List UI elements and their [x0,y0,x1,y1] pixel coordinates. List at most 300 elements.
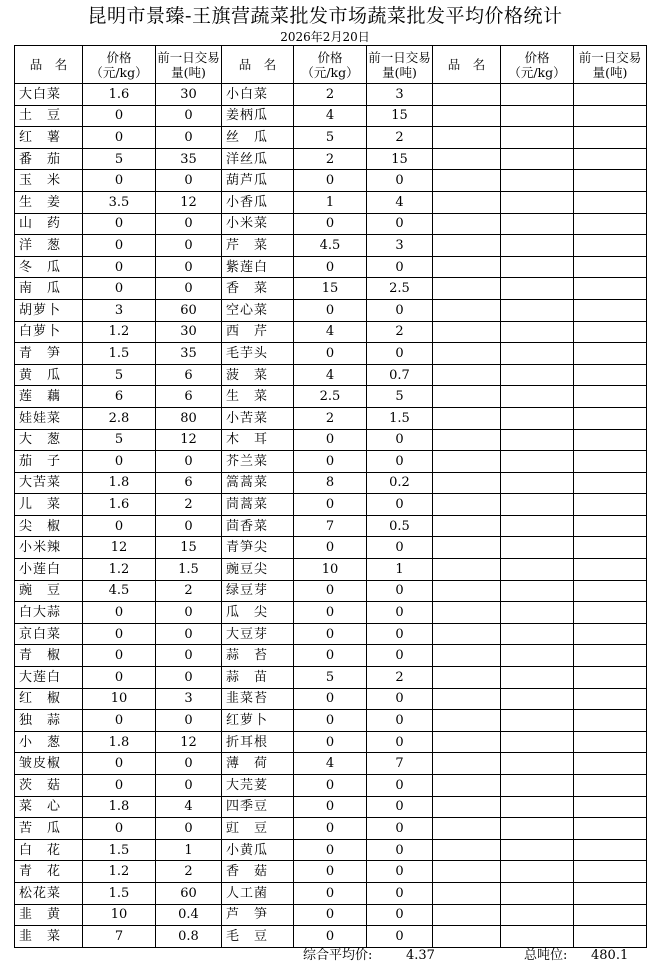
empty-cell [574,386,647,408]
empty-cell [574,364,647,386]
volume-cell: 80 [156,407,222,429]
volume-cell: 0 [367,213,433,235]
veg-name-cell: 豇 豆 [222,818,294,840]
empty-cell [574,537,647,559]
empty-cell [433,148,501,170]
veg-name-cell: 小香瓜 [222,191,294,213]
price-cell: 0 [83,710,156,732]
volume-cell: 0 [367,170,433,192]
veg-name-cell: 娃娃菜 [15,407,83,429]
veg-name-cell: 菠 菜 [222,364,294,386]
volume-cell: 60 [156,299,222,321]
price-cell: 0 [294,710,367,732]
volume-cell: 12 [156,191,222,213]
veg-name-cell: 生 菜 [222,386,294,408]
empty-cell [501,451,574,473]
veg-name-cell: 木 耳 [222,429,294,451]
empty-cell [501,148,574,170]
volume-cell: 0 [156,645,222,667]
volume-cell: 0 [156,278,222,300]
volume-cell: 0.5 [367,515,433,537]
price-cell: 4 [294,321,367,343]
price-cell: 0 [294,775,367,797]
empty-cell [501,667,574,689]
price-cell: 5 [83,148,156,170]
volume-cell: 0.2 [367,472,433,494]
volume-cell: 6 [156,364,222,386]
table-row [15,105,647,127]
volume-cell: 0 [156,818,222,840]
price-cell: 5 [83,429,156,451]
table-row [15,515,647,537]
veg-name-cell: 红 薯 [15,127,83,149]
veg-name-cell: 小白菜 [222,84,294,106]
veg-name-cell: 玉 米 [15,170,83,192]
empty-cell [574,667,647,689]
empty-cell [501,602,574,624]
price-cell: 3 [83,299,156,321]
volume-cell: 0 [367,299,433,321]
empty-cell [433,710,501,732]
veg-name-cell: 西 芹 [222,321,294,343]
empty-cell [433,191,501,213]
veg-name-cell: 青笋尖 [222,537,294,559]
price-cell: 1.8 [83,472,156,494]
price-cell: 0 [294,904,367,926]
veg-name-cell: 香 菜 [222,278,294,300]
empty-cell [574,515,647,537]
veg-name-cell: 莲 藕 [15,386,83,408]
empty-cell [501,494,574,516]
empty-cell [433,407,501,429]
empty-cell [574,343,647,365]
volume-cell: 12 [156,429,222,451]
veg-name-cell: 紫莲白 [222,256,294,278]
empty-cell [433,667,501,689]
empty-cell [574,753,647,775]
veg-name-cell: 白大蒜 [15,602,83,624]
empty-cell [574,926,647,948]
empty-cell [574,645,647,667]
volume-cell: 30 [156,84,222,106]
empty-cell [501,688,574,710]
empty-cell [501,278,574,300]
price-cell: 1.6 [83,494,156,516]
total-tonnage-value: 480.1 [591,948,629,963]
table-row [15,278,647,300]
veg-name-cell: 生 姜 [15,191,83,213]
price-cell: 0 [294,213,367,235]
table-row [15,818,647,840]
price-cell: 0 [83,127,156,149]
empty-cell [433,731,501,753]
empty-cell [501,170,574,192]
empty-cell [501,710,574,732]
volume-cell: 1 [156,839,222,861]
volume-cell: 12 [156,731,222,753]
table-row [15,213,647,235]
volume-cell: 1.5 [156,559,222,581]
column-header-price: 价格（元/kg） [294,46,367,84]
table-row [15,882,647,904]
price-cell: 0 [294,256,367,278]
veg-name-cell: 红 椒 [15,688,83,710]
table-row [15,321,647,343]
volume-cell: 5 [367,386,433,408]
table-body [15,84,647,948]
total-tonnage-label: 总吨位: [524,948,568,963]
veg-name-cell: 青 笋 [15,343,83,365]
column-header-name: 品 名 [15,46,83,84]
volume-cell: 0 [367,494,433,516]
column-header-price: 价格（元/kg） [83,46,156,84]
volume-cell: 4 [367,191,433,213]
volume-cell: 0 [156,753,222,775]
volume-cell: 0 [367,688,433,710]
table-row [15,839,647,861]
volume-cell: 2 [156,494,222,516]
price-cell: 5 [294,667,367,689]
table-row [15,429,647,451]
table-row [15,235,647,257]
price-cell: 7 [294,515,367,537]
price-cell: 1 [294,191,367,213]
empty-cell [433,451,501,473]
empty-cell [433,105,501,127]
header-row [15,46,647,84]
price-cell: 0 [83,235,156,257]
price-cell: 0 [83,256,156,278]
veg-name-cell: 大苦菜 [15,472,83,494]
empty-cell [433,882,501,904]
empty-cell [501,839,574,861]
table-row [15,645,647,667]
volume-cell: 0 [156,515,222,537]
veg-name-cell: 冬 瓜 [15,256,83,278]
price-cell: 0 [294,796,367,818]
volume-cell: 0 [367,818,433,840]
volume-cell: 3 [367,235,433,257]
empty-cell [574,861,647,883]
empty-cell [501,623,574,645]
price-table [14,45,647,948]
price-cell: 2.5 [294,386,367,408]
price-cell: 10 [83,904,156,926]
average-price-value: 4.37 [406,948,435,963]
price-cell: 0 [83,753,156,775]
veg-name-cell: 青 花 [15,861,83,883]
table-row [15,84,647,106]
price-cell: 0 [83,451,156,473]
price-cell: 7 [83,926,156,948]
table-row [15,537,647,559]
price-cell: 12 [83,537,156,559]
veg-name-cell: 薄 荷 [222,753,294,775]
empty-cell [574,407,647,429]
column-header-name: 品 名 [433,46,501,84]
price-cell: 0 [83,105,156,127]
veg-name-cell: 洋丝瓜 [222,148,294,170]
price-cell: 0 [294,926,367,948]
volume-cell: 0 [367,775,433,797]
volume-cell: 0 [156,623,222,645]
volume-cell: 2 [156,580,222,602]
veg-name-cell: 大芫荽 [222,775,294,797]
price-cell: 4.5 [83,580,156,602]
veg-name-cell: 姜柄瓜 [222,105,294,127]
empty-cell [433,472,501,494]
table-row [15,407,647,429]
table-row [15,580,647,602]
empty-cell [433,429,501,451]
empty-cell [433,904,501,926]
price-cell: 0 [83,515,156,537]
veg-name-cell: 芥兰菜 [222,451,294,473]
price-cell: 0 [294,645,367,667]
table-row [15,364,647,386]
veg-name-cell: 大莲白 [15,667,83,689]
volume-cell: 0 [367,926,433,948]
table-row [15,861,647,883]
volume-cell: 30 [156,321,222,343]
table-row [15,602,647,624]
table-row [15,710,647,732]
empty-cell [433,796,501,818]
price-cell: 2 [294,148,367,170]
table-row [15,904,647,926]
table-row [15,667,647,689]
price-cell: 0 [294,537,367,559]
empty-cell [574,429,647,451]
empty-cell [574,882,647,904]
volume-cell: 0 [367,710,433,732]
volume-cell: 35 [156,148,222,170]
empty-cell [501,407,574,429]
volume-cell: 0 [156,775,222,797]
veg-name-cell: 独 蒜 [15,710,83,732]
veg-name-cell: 人工菌 [222,882,294,904]
veg-name-cell: 篙蒿菜 [222,472,294,494]
price-cell: 5 [83,364,156,386]
empty-cell [574,299,647,321]
empty-cell [433,580,501,602]
veg-name-cell: 丝 瓜 [222,127,294,149]
volume-cell: 0 [367,580,433,602]
volume-cell: 3 [156,688,222,710]
volume-cell: 2 [367,321,433,343]
volume-cell: 0 [156,235,222,257]
price-cell: 0 [83,775,156,797]
price-cell: 10 [83,688,156,710]
empty-cell [501,753,574,775]
price-cell: 0 [83,818,156,840]
column-header-volume: 前一日交易量(吨) [367,46,433,84]
empty-cell [574,84,647,106]
veg-name-cell: 瓜 尖 [222,602,294,624]
veg-name-cell: 茴香菜 [222,515,294,537]
empty-cell [574,796,647,818]
empty-cell [574,602,647,624]
empty-cell [501,796,574,818]
volume-cell: 2 [367,127,433,149]
empty-cell [501,818,574,840]
volume-cell: 2 [156,861,222,883]
veg-name-cell: 菜 心 [15,796,83,818]
empty-cell [433,127,501,149]
column-header-volume: 前一日交易量(吨) [574,46,647,84]
price-cell: 10 [294,559,367,581]
empty-cell [574,710,647,732]
price-cell: 2 [294,407,367,429]
volume-cell: 1.5 [367,407,433,429]
price-cell: 1.5 [83,839,156,861]
volume-cell: 0 [367,861,433,883]
empty-cell [433,753,501,775]
empty-cell [501,580,574,602]
empty-cell [501,731,574,753]
veg-name-cell: 葫芦瓜 [222,170,294,192]
price-cell: 1.8 [83,796,156,818]
column-header-price: 价格（元/kg） [501,46,574,84]
empty-cell [501,84,574,106]
empty-cell [433,645,501,667]
column-header-volume: 前一日交易量(吨) [156,46,222,84]
veg-name-cell: 小 葱 [15,731,83,753]
table-row [15,559,647,581]
table-row [15,299,647,321]
empty-cell [574,818,647,840]
volume-cell: 0 [367,904,433,926]
price-cell: 1.5 [83,882,156,904]
price-cell: 15 [294,278,367,300]
empty-cell [574,904,647,926]
report-date: 2026年2月20日 [280,30,370,44]
empty-cell [433,256,501,278]
price-cell: 6 [83,386,156,408]
price-cell: 0 [294,170,367,192]
price-cell: 1.2 [83,559,156,581]
empty-cell [433,213,501,235]
veg-name-cell: 茄 子 [15,451,83,473]
empty-cell [501,645,574,667]
empty-cell [574,623,647,645]
veg-name-cell: 儿 菜 [15,494,83,516]
price-cell: 2.8 [83,407,156,429]
price-cell: 4 [294,753,367,775]
volume-cell: 0 [367,731,433,753]
empty-cell [574,559,647,581]
veg-name-cell: 茼蒿菜 [222,494,294,516]
empty-cell [433,515,501,537]
empty-cell [433,278,501,300]
volume-cell: 0 [367,256,433,278]
empty-cell [574,278,647,300]
veg-name-cell: 芹 菜 [222,235,294,257]
veg-name-cell: 小莲白 [15,559,83,581]
empty-cell [574,148,647,170]
empty-cell [501,904,574,926]
veg-name-cell: 韭 黄 [15,904,83,926]
empty-cell [574,105,647,127]
veg-name-cell: 松花菜 [15,882,83,904]
empty-cell [433,623,501,645]
price-cell: 0 [294,299,367,321]
empty-cell [574,472,647,494]
price-cell: 5 [294,127,367,149]
volume-cell: 0.4 [156,904,222,926]
volume-cell: 15 [156,537,222,559]
empty-cell [501,472,574,494]
table-row [15,623,647,645]
empty-cell [501,926,574,948]
veg-name-cell: 小米菜 [222,213,294,235]
empty-cell [501,191,574,213]
empty-cell [574,731,647,753]
volume-cell: 4 [156,796,222,818]
empty-cell [574,494,647,516]
price-cell: 1.6 [83,84,156,106]
volume-cell: 1 [367,559,433,581]
empty-cell [574,170,647,192]
empty-cell [433,861,501,883]
volume-cell: 0 [367,839,433,861]
veg-name-cell: 空心菜 [222,299,294,321]
empty-cell [501,559,574,581]
volume-cell: 0 [367,623,433,645]
veg-name-cell: 白 花 [15,839,83,861]
empty-cell [501,775,574,797]
price-cell: 0 [294,818,367,840]
price-cell: 4 [294,105,367,127]
price-cell: 1.8 [83,731,156,753]
table-row [15,127,647,149]
price-cell: 1.5 [83,343,156,365]
volume-cell: 6 [156,472,222,494]
empty-cell [501,882,574,904]
veg-name-cell: 南 瓜 [15,278,83,300]
empty-cell [501,256,574,278]
table-row [15,386,647,408]
empty-cell [501,537,574,559]
empty-cell [574,688,647,710]
table-row [15,731,647,753]
price-cell: 0 [294,343,367,365]
price-cell: 0 [294,731,367,753]
price-cell: 0 [83,278,156,300]
empty-cell [501,321,574,343]
price-cell: 0 [294,580,367,602]
price-cell: 0 [294,623,367,645]
empty-cell [433,688,501,710]
veg-name-cell: 毛 豆 [222,926,294,948]
volume-cell: 0 [367,882,433,904]
veg-name-cell: 茨 菇 [15,775,83,797]
volume-cell: 0 [367,796,433,818]
empty-cell [501,105,574,127]
veg-name-cell: 皱皮椒 [15,753,83,775]
veg-name-cell: 山 药 [15,213,83,235]
volume-cell: 6 [156,386,222,408]
empty-cell [501,515,574,537]
veg-name-cell: 胡萝卜 [15,299,83,321]
veg-name-cell: 小黄瓜 [222,839,294,861]
volume-cell: 0 [367,602,433,624]
table-row [15,472,647,494]
volume-cell: 0 [156,256,222,278]
price-cell: 4.5 [294,235,367,257]
empty-cell [574,235,647,257]
price-cell: 0 [83,213,156,235]
